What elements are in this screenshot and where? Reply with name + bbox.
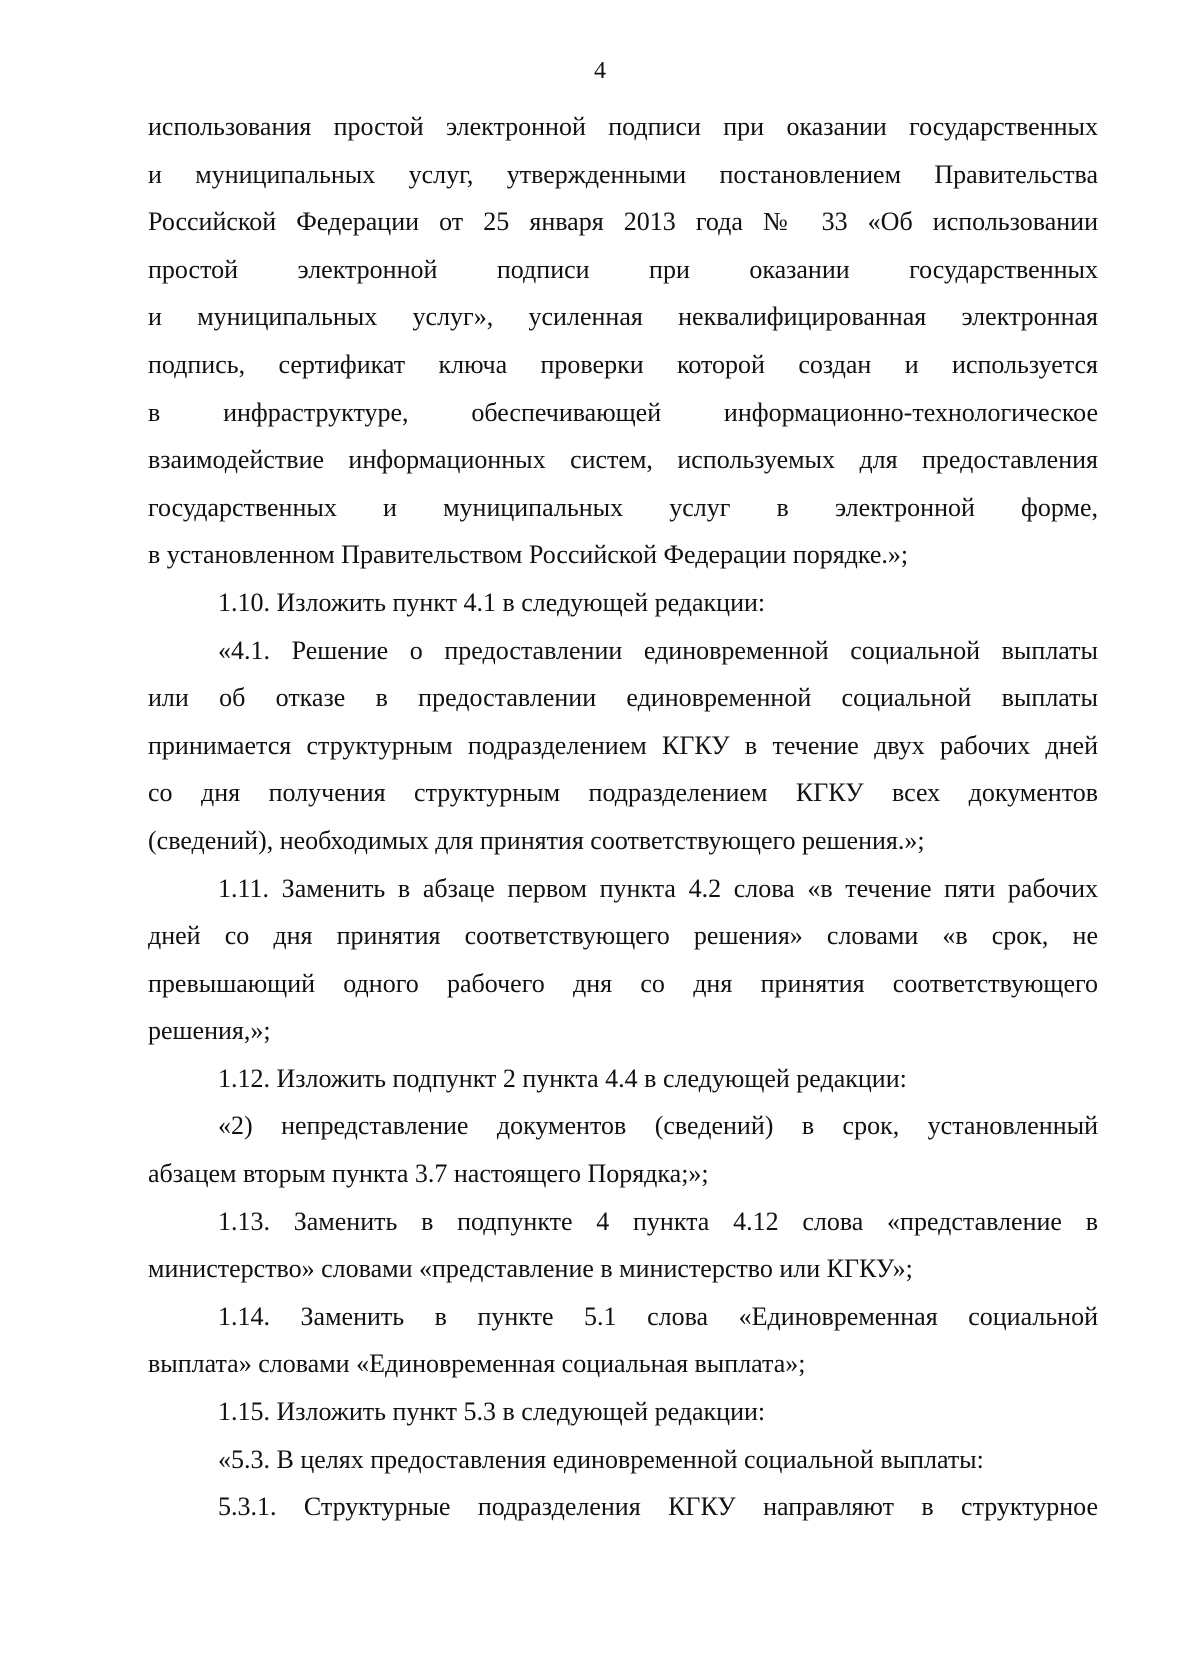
text-line: 1.12. Изложить подпункт 2 пункта 4.4 в следующей редакции: — [218, 1063, 907, 1093]
text-line: в установленном Правительством Российской Федерации порядке.»; — [148, 540, 909, 570]
text-line: «2) непредставление документов (сведений) в срок, установленный — [218, 1111, 1098, 1141]
text-line: дней со дня принятия соответствующего решения» словами «в срок, не — [148, 921, 1098, 951]
text-line: Российской Федерации от 25 января 2013 года № 33 «Об использовании — [148, 207, 1098, 237]
text-line: решения,»; — [148, 1016, 271, 1046]
text-line: в инфраструктуре, обеспечивающей информационно-технологическое — [148, 397, 1098, 427]
text-line: превышающий одного рабочего дня со дня принятия соответствующего — [148, 968, 1098, 998]
document-body — [148, 103, 1098, 1531]
text-line: взаимодействие информационных систем, используемых для предоставления — [148, 445, 1098, 475]
text-line: 1.14. Заменить в пункте 5.1 слова «Единовременная социальной — [218, 1301, 1098, 1331]
text-line: государственных и муниципальных услуг в электронной форме, — [148, 492, 1098, 522]
text-line: 5.3.1. Структурные подразделения КГКУ направляют в структурное — [218, 1492, 1098, 1522]
text-line: простой электронной подписи при оказании государственных — [148, 254, 1098, 284]
text-line: (сведений), необходимых для принятия соответствующего решения.»; — [148, 825, 925, 855]
text-line: со дня получения структурным подразделением КГКУ всех документов — [148, 778, 1098, 808]
page-number: 4 — [594, 58, 606, 84]
text-line: принимается структурным подразделением КГКУ в течение двух рабочих дней — [148, 730, 1098, 760]
text-line: «5.3. В целях предоставления единовременной социальной выплаты: — [218, 1444, 984, 1474]
text-line: министерство» словами «представление в министерство или КГКУ»; — [148, 1254, 913, 1284]
text-line: подпись, сертификат ключа проверки которой создан и используется — [148, 349, 1098, 379]
text-line: и муниципальных услуг, утвержденными постановлением Правительства — [148, 159, 1098, 189]
text-line: 1.13. Заменить в подпункте 4 пункта 4.12 слова «представление в — [218, 1206, 1098, 1236]
text-line: и муниципальных услуг», усиленная неквалифицированная электронная — [148, 302, 1098, 332]
text-line: 1.10. Изложить пункт 4.1 в следующей редакции: — [218, 587, 766, 617]
text-line: «4.1. Решение о предоставлении единовременной социальной выплаты — [218, 635, 1098, 665]
text-line: абзацем вторым пункта 3.7 настоящего Порядка;»; — [148, 1159, 709, 1189]
text-line: или об отказе в предоставлении единовременной социальной выплаты — [148, 683, 1098, 713]
text-line: использования простой электронной подписи при оказании государственных — [148, 112, 1098, 141]
text-line: выплата» словами «Единовременная социальная выплата»; — [148, 1349, 806, 1379]
text-line: 1.15. Изложить пункт 5.3 в следующей редакции: — [218, 1397, 766, 1427]
text-line: 1.11. Заменить в абзаце первом пункта 4.2 слова «в течение пяти рабочих — [218, 873, 1098, 903]
